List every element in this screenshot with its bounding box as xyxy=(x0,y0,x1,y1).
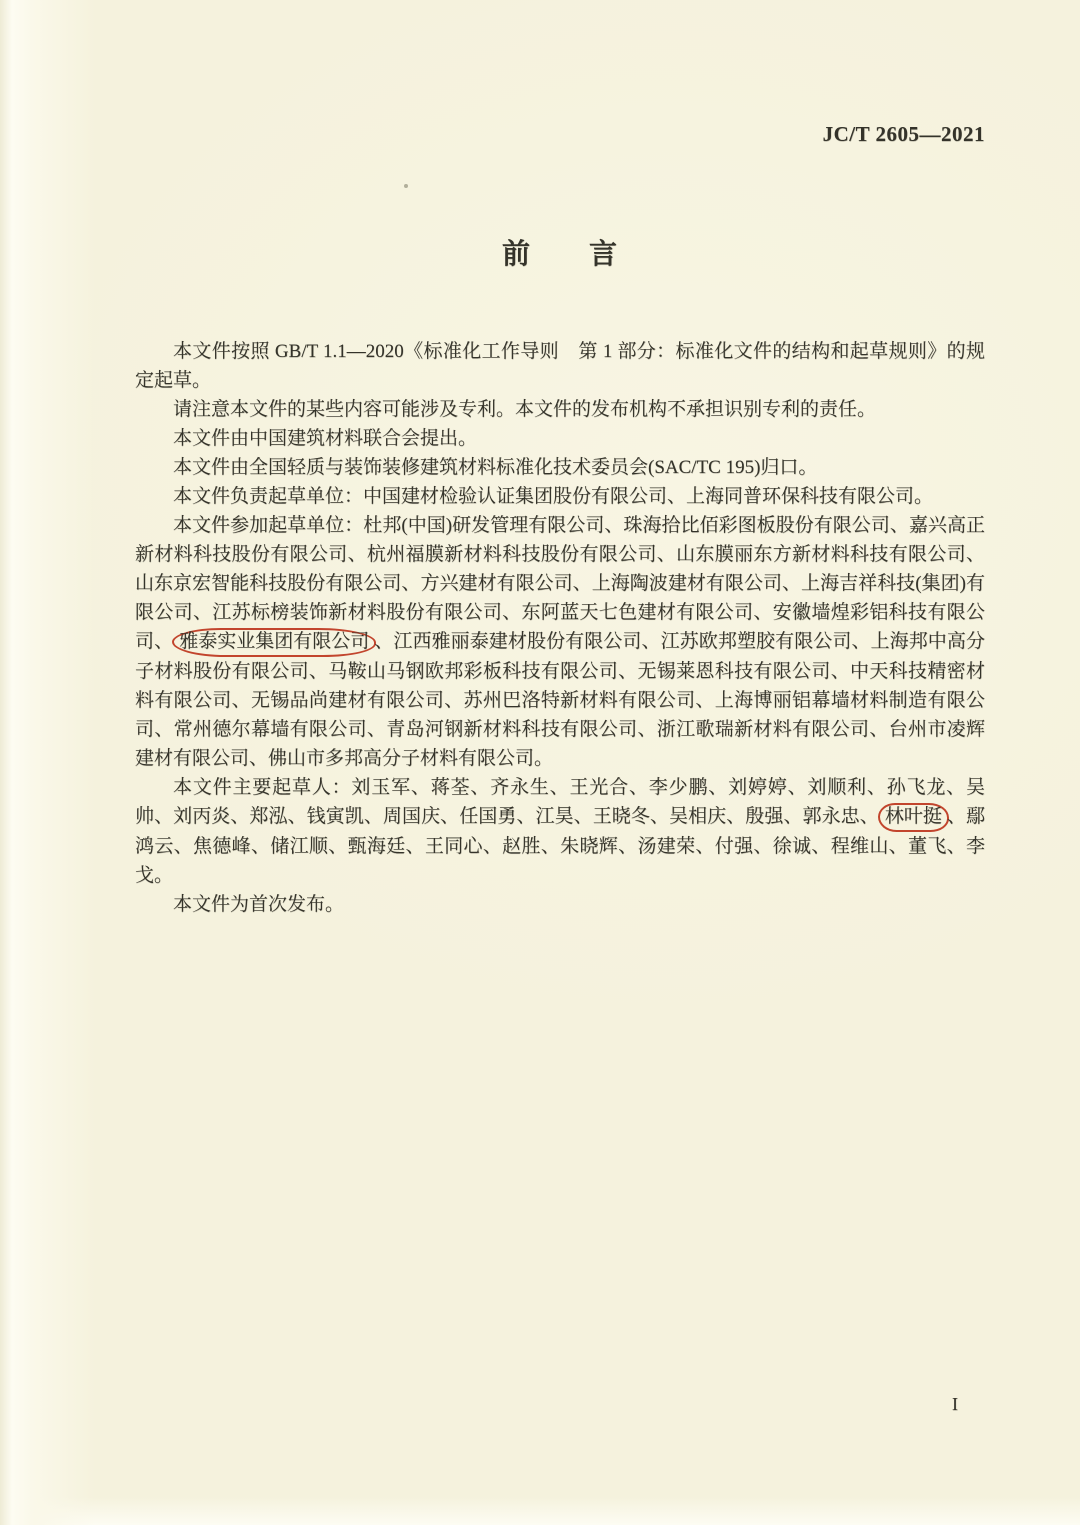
page-number: I xyxy=(952,1394,959,1414)
paragraph-proposer: 本文件由中国建筑材料联合会提出。 xyxy=(173,428,478,449)
scan-speck xyxy=(404,184,408,188)
foreword-body xyxy=(135,337,985,919)
standard-code: JC/T 2605—2021 xyxy=(822,122,985,146)
highlight-circle-lin-yeting: 林叶挺 xyxy=(878,803,949,832)
page-title: 前 言 xyxy=(501,239,618,270)
paragraph-chief-drafting-units: 本文件负责起草单位：中国建材检验认证集团股份有限公司、上海同普环保科技有限公司。 xyxy=(173,486,934,507)
paragraph-drafting-basis: 本文件按照 GB/T 1.1—2020《标准化工作导则 第 1 部分：标准化文件的结构和起草规则》的规定起草。 xyxy=(135,341,985,391)
participating-units-text-before: 本文件参加起草单位：杜邦(中国)研发管理有限公司、珠海拾比佰彩图板股份有限公司、嘉兴高正新材料科技股份有限公司、杭州福膜新材料科技股份有限公司、山东膜丽东方新材料科技有限公司、山东京宏智能科技股份有限公司、方兴建材有限公司、上海陶波建材有限公司、上海吉祥科技(集团)有限公司、江苏标榜装饰新材料股份有限公司、东阿蓝天七色建材有限公司、安徽墙煌彩铝科技有限公司、 xyxy=(135,515,985,652)
paragraph-main-drafters xyxy=(135,773,985,890)
main-drafters-text-after: 、鄢鸿云、焦德峰、储江顺、甄海廷、王同心、赵胜、朱晓辉、汤建荣、付强、徐诚、程维山、董飞、李戈。 xyxy=(135,806,985,886)
paragraph-committee: 本文件由全国轻质与装饰装修建筑材料标准化技术委员会(SAC/TC 195)归口。 xyxy=(173,457,818,478)
paragraph-participating-units xyxy=(135,511,985,773)
paragraph-first-publication: 本文件为首次发布。 xyxy=(173,894,345,915)
participating-units-text-after: 、江西雅丽泰建材股份有限公司、江苏欧邦塑胶有限公司、上海邦中高分子材料股份有限公司、马鞍山马钢欧邦彩板科技有限公司、无锡莱恩科技有限公司、中天科技精密材料有限公司、无锡品尚建材有限公司、苏州巴洛特新材料有限公司、上海博丽铝幕墙材料制造有限公司、常州德尔幕墙有限公司、青岛河钢新材料科技有限公司、浙江歌瑞新材料有限公司、台州市凌辉建材有限公司、佛山市多邦高分子材料有限公司。 xyxy=(135,631,985,769)
main-drafters-text-before: 本文件主要起草人：刘玉军、蒋荃、齐永生、王光合、李少鹏、刘婷婷、刘顺利、孙飞龙、吴帅、刘丙炎、郑泓、钱寅凯、周国庆、任国勇、江昊、王晓冬、吴相庆、殷强、郭永忠、 xyxy=(135,777,985,827)
highlight-circle-yatai-company: 雅泰实业集团有限公司 xyxy=(172,628,376,657)
paragraph-patent-notice: 请注意本文件的某些内容可能涉及专利。本文件的发布机构不承担识别专利的责任。 xyxy=(173,399,877,420)
